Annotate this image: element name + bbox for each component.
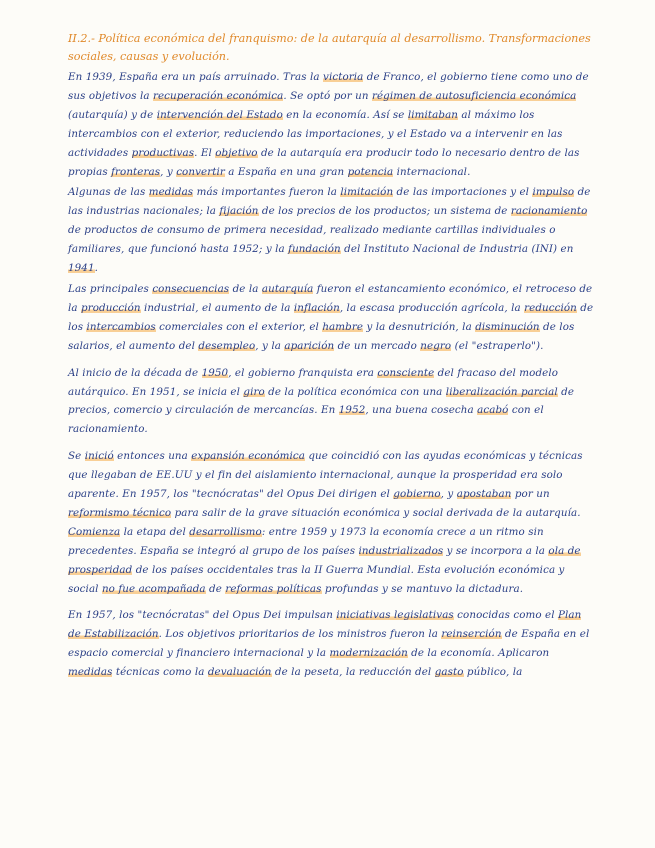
text-segment: al máximo los intercambios con el exterior, reduciendo las importaciones, y el Estado va a intervenir en las actividades — [68, 108, 563, 159]
text-segment: profundas y se mantuvo la dictadura. — [321, 582, 524, 595]
text-segment: (el "estraperlo"). — [451, 339, 544, 352]
highlighted-text: hambre — [322, 320, 364, 333]
highlighted-text: productivas — [131, 146, 195, 159]
highlighted-text: convertir — [176, 165, 225, 178]
text-segment: . Se optó por un — [283, 89, 372, 102]
highlighted-text: limitaban — [407, 108, 459, 121]
text-segment: , y — [160, 165, 177, 178]
highlighted-text: consciente — [377, 366, 435, 379]
text-segment: Algunas de las — [68, 186, 149, 199]
notes-body — [68, 68, 596, 682]
highlighted-text: limitación — [340, 186, 394, 199]
highlighted-text: negro — [420, 339, 452, 352]
text-segment: la etapa del — [120, 525, 190, 538]
text-segment: comerciales con el exterior, el — [155, 320, 323, 333]
text-segment: internacional. — [393, 165, 471, 178]
highlighted-text: autarquía — [261, 282, 314, 295]
text-segment: , y — [440, 488, 457, 501]
highlighted-text: inició — [84, 450, 114, 463]
text-segment: , y la — [255, 339, 285, 352]
highlighted-text: recuperación económica — [152, 89, 284, 102]
highlighted-text: Comienza — [68, 525, 121, 538]
highlighted-text: consecuencias — [152, 282, 230, 295]
highlighted-text: intercambios — [86, 320, 156, 333]
text-segment: técnicas como la — [112, 666, 208, 679]
text-segment: de — [205, 582, 226, 595]
text-segment: de España en el espacio comercial y financiero internacional y la — [68, 628, 590, 660]
highlighted-text: gobierno — [393, 488, 441, 501]
text-segment: : entre 1959 y 1973 la economía crece a un ritmo sin precedentes. España se integró al grupo de los países — [68, 525, 544, 557]
highlighted-text: reformismo técnico — [68, 506, 172, 519]
text-segment: de la autarquía era producir todo lo necesario dentro de las propias — [68, 146, 580, 178]
highlighted-text: victoria — [323, 71, 364, 83]
paragraph — [68, 68, 596, 181]
text-segment: (autarquía) y de — [68, 108, 157, 121]
text-segment: de los países occidentales tras la II Guerra Mundial. Esta evolución económica y social — [68, 563, 565, 595]
highlighted-text: ola de prosperidad — [68, 544, 581, 576]
text-segment: de los salarios, el aumento del — [68, 320, 575, 352]
highlighted-text: desarrollismo — [189, 525, 262, 538]
highlighted-text: acabó — [477, 404, 509, 417]
text-segment: más importantes fueron la — [193, 186, 341, 199]
text-segment: de los precios de los productos; un sistema de — [258, 205, 511, 218]
text-segment: , la escasa producción agrícola, la — [339, 301, 525, 314]
text-segment: , una buena cosecha — [365, 404, 478, 417]
text-segment: público, la — [463, 666, 523, 679]
highlighted-text: iniciativas legislativas — [336, 609, 454, 622]
highlighted-text: racionamiento — [510, 205, 588, 218]
text-segment: de productos de consumo de primera necesidad, realizado mediante cartillas individuales o familiares, que funcionó hasta 1952; y la — [68, 224, 556, 256]
text-segment: que coincidió con las ayudas económicas y técnicas que llegaban de EE.UU y el fin del aislamiento internacional, aunque la prosperidad era solo aparente. En 1957, los "tecnócratas" del Opus Dei dirigen el — [68, 450, 583, 501]
text-segment: En 1939, España era un país arruinado. Tras la — [68, 71, 324, 83]
highlighted-text: apostaban — [456, 488, 512, 501]
highlighted-text: fronteras — [111, 165, 161, 178]
highlighted-text: reinserción — [441, 628, 502, 641]
text-segment: . El — [194, 146, 216, 159]
text-segment: de Franco, el gobierno tiene como uno de sus objetivos la — [68, 71, 589, 102]
text-segment: Al inicio de la década de — [68, 366, 202, 379]
page-title: II.2.- Política económica del franquismo: de la autarquía al desarrollismo. Transformaciones sociales, causas y evolución. — [68, 32, 591, 63]
highlighted-text: industrializados — [358, 544, 444, 557]
highlighted-text: liberalización parcial — [445, 385, 558, 398]
highlighted-text: 1941 — [68, 262, 95, 275]
text-segment: , el gobierno franquista era — [228, 366, 378, 379]
highlighted-text: aparición — [284, 339, 335, 352]
highlighted-text: devaluación — [207, 666, 272, 679]
highlighted-text: intervención del Estado — [156, 108, 283, 121]
text-segment: Las principales — [68, 282, 153, 295]
text-segment: y la desnutrición, la — [363, 320, 476, 333]
highlighted-text: fijación — [219, 205, 259, 218]
text-segment: por un — [511, 488, 550, 501]
highlighted-text: disminución — [475, 320, 540, 333]
text-segment: conocidas como el — [453, 609, 558, 622]
highlighted-text: giro — [243, 385, 265, 398]
text-segment: en la economía. Así se — [282, 108, 408, 121]
paragraph — [68, 183, 596, 278]
text-segment: a España en una gran — [224, 165, 348, 178]
text-segment: del fracaso del modelo autárquico. En 1951, se inicia el — [68, 366, 559, 398]
highlighted-text: régimen de autosuficiencia económica — [371, 89, 577, 102]
text-segment: de un mercado — [334, 339, 421, 352]
text-segment: de la economía. Aplicaron — [407, 647, 550, 660]
highlighted-text: potencia — [347, 165, 394, 178]
paragraph — [68, 280, 596, 356]
highlighted-text: reducción — [524, 301, 577, 314]
text-segment: de la política económica con una — [264, 385, 446, 398]
text-segment: con el racionamiento. — [68, 404, 544, 436]
highlighted-text: fundación — [288, 243, 341, 256]
highlighted-text: no fue acompañada — [101, 582, 206, 595]
text-segment: de las importaciones y el — [393, 186, 533, 199]
text-segment: . — [94, 262, 98, 275]
text-segment: del Instituto Nacional de Industria (INI) en — [340, 243, 574, 256]
text-segment: y se incorpora a la — [443, 544, 549, 557]
highlighted-text: modernización — [329, 647, 408, 660]
text-segment: En 1957, los "tecnócratas" del Opus Dei impulsan — [68, 609, 337, 622]
text-segment: de la peseta, la reducción del — [271, 666, 435, 679]
highlighted-text: medidas — [148, 186, 194, 199]
text-segment: Se — [68, 450, 85, 463]
highlighted-text: expansión económica — [191, 450, 305, 463]
text-segment: . Los objetivos prioritarios de los ministros fueron la — [158, 628, 442, 641]
highlighted-text: Plan de Estabilización — [68, 609, 582, 641]
highlighted-text: 1952 — [338, 404, 366, 417]
paragraph — [68, 364, 596, 440]
handwritten-notes — [68, 30, 596, 684]
paragraph — [68, 606, 596, 682]
text-segment: de los — [68, 301, 594, 333]
highlighted-text: inflación — [293, 301, 340, 314]
highlighted-text: medidas — [68, 666, 113, 679]
text-segment: de las industrias nacionales; la — [68, 186, 591, 218]
highlighted-text: 1950 — [201, 366, 229, 379]
text-segment: entonces una — [113, 450, 192, 463]
text-segment: de precios, comercio y circulación de mercancías. En — [68, 385, 575, 417]
text-segment: de la — [229, 282, 262, 295]
paragraph — [68, 447, 596, 598]
text-segment: industrial, el aumento de la — [140, 301, 294, 314]
text-segment: fueron el estancamiento económico, el retroceso de la — [68, 282, 593, 314]
highlighted-text: desempleo — [198, 339, 256, 352]
highlighted-text: objetivo — [215, 146, 258, 159]
highlighted-text: reformas políticas — [225, 582, 322, 595]
highlighted-text: gasto — [434, 666, 464, 679]
text-segment: para salir de la grave situación económica y social derivada de la autarquía. — [171, 506, 581, 519]
highlighted-text: producción — [81, 301, 141, 314]
highlighted-text: impulso — [532, 186, 575, 199]
